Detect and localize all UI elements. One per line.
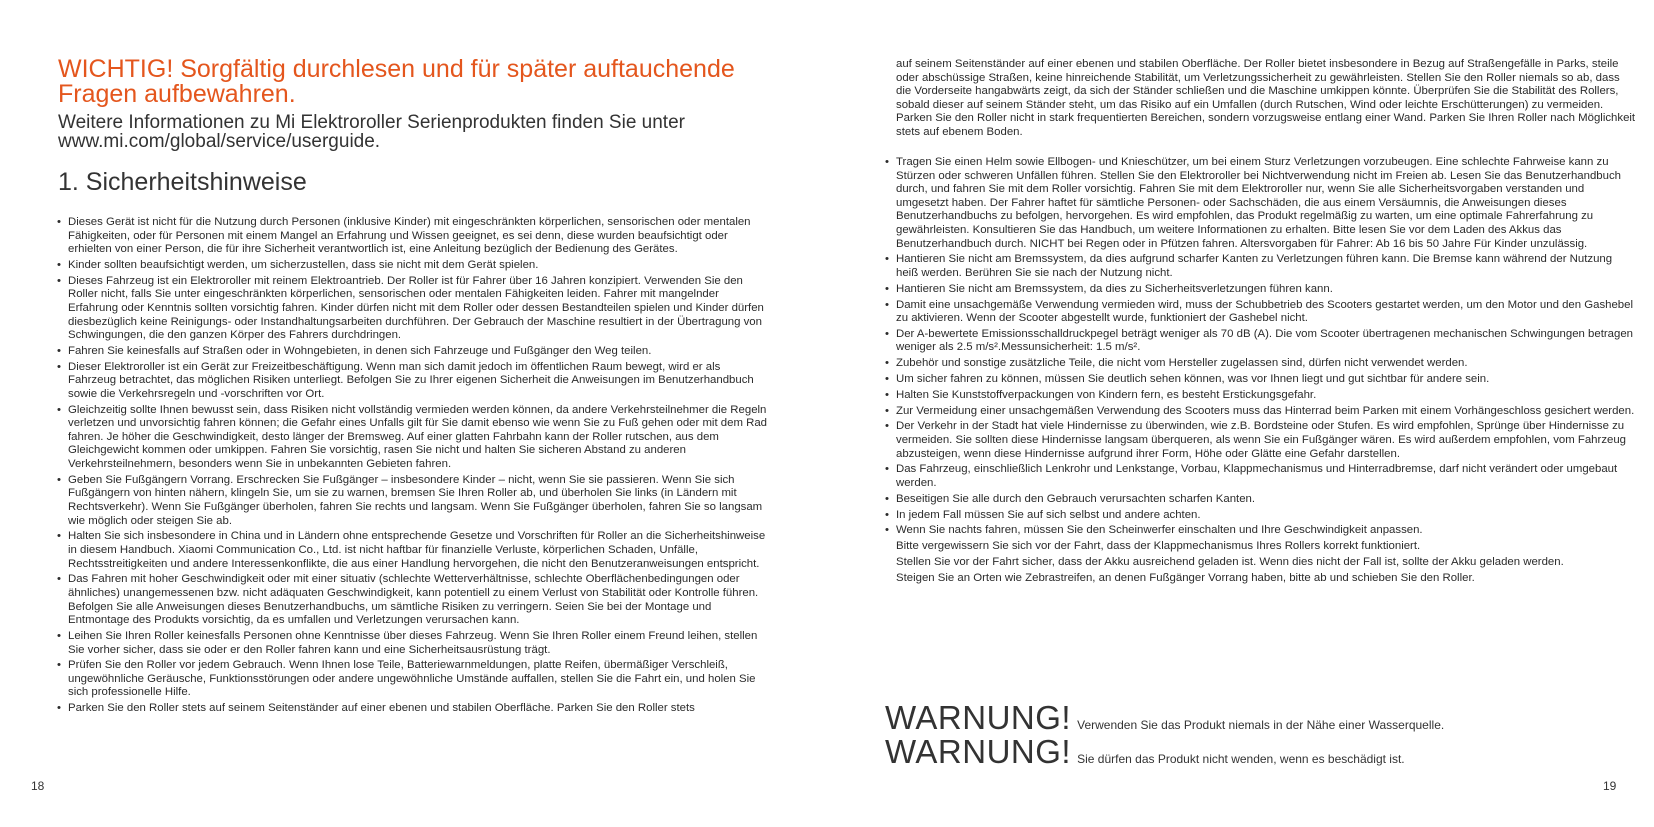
list-item: • Leihen Sie Ihren Roller keinesfalls Personen ohne Kenntnisse über dieses Fahrzeug. Wenn Sie Ihren Roller einem Freund leihen, stellen Sie vorher sicher, dass sie oder er den Roller fahren kann und eine Sicherheitsausrüstung trägt. xyxy=(57,630,769,657)
info-line: Weitere Informationen zu Mi Elektroroller Serienprodukten finden Sie unter www.mi.com/global/service/userguide. xyxy=(58,112,685,152)
list-item: • Hantieren Sie nicht am Bremssystem, da dies aufgrund scharfer Kanten zu Verletzungen führen kann. Die Bremse kann während der Nutzung heiß werden. Berühren Sie sie nach der Nutzung nicht. xyxy=(885,253,1637,280)
safety-list-left xyxy=(57,216,769,718)
continued-paragraph: auf seinem Seitenständer auf einer ebenen und stabilen Oberfläche. Der Roller bietet insbesondere in Bezug auf Straßengefälle in Parks, steile oder abschüssige Straßen, keine hinreichende Stabilität, um Verletzungssicherheit zu gewährleisten. Stellen Sie den Roller niemals so ab, dass die Vorderseite hangabwärts zeigt, da sich der Ständer schließen und die Maschine umkippen könnte. Überprüfen Sie die Stabilität des Rollers, sobald dieser auf seinem Ständer steht, um das Risiko auf ein Umfallen (durch Rutschen, Wind oder leichte Erschütterungen) zu vermeiden. Parken Sie den Roller nicht in stark frequentierten Bereichen, sondern vorzugsweise entlang einer Wand. Parken Sie Ihren Roller nach Möglichkeit stets auf ebenem Boden. xyxy=(896,58,1636,138)
warnings-block xyxy=(885,701,1625,769)
list-item: • Geben Sie Fußgängern Vorrang. Erschrecken Sie Fußgänger – insbesondere Kinder – nicht, wenn Sie sie passieren. Wenn Sie sich Fußgängern von hinten nähern, klingeln Sie, um sie zu warnen, bremsen Sie Ihren Roller ab, und überholen Sie links (in Ländern mit Rechtsverkehr). Wenn Sie Fußgänger überholen, fahren Sie rechts und langsam. Wenn Sie Fußgänger überholen, fahren Sie so langsam wie möglich oder steigen Sie ab. xyxy=(57,474,769,528)
right-page xyxy=(827,0,1654,827)
list-item: • Dieser Elektroroller ist ein Gerät zur Freizeitbeschäftigung. Wenn man sich damit jedoch im öffentlichen Raum bewegt, wird er als Fahrzeug betrachtet, das möglichen Risiken unterliegt. Befolgen Sie zu Ihrer eigenen Sicherheit die Anweisungen im Benutzerhandbuch sowie die Verkehrsregeln und -vorschriften vor Ort. xyxy=(57,361,769,402)
list-item: • Beseitigen Sie alle durch den Gebrauch verursachten scharfen Kanten. xyxy=(885,493,1637,507)
list-item: • Der Verkehr in der Stadt hat viele Hindernisse zu überwinden, wie z.B. Bordsteine oder Stufen. Es wird empfohlen, Sprünge über Hindernisse zu vermeiden. Sie sollten diese Hindernisse langsam überqueren, als wenn Sie ein Fußgänger wären. Es wird außerdem empfohlen, vom Fahrzeug abzusteigen, wenn diese Hindernisse aufgrund ihrer Form, Höhe oder Glätte eine Gefahr darstellen. xyxy=(885,420,1637,461)
list-item: • Gleichzeitig sollte Ihnen bewusst sein, dass Risiken nicht vollständig vermieden werden können, da andere Verkehrsteilnehmer die Regeln verletzen und unvorsichtig fahren können; die Gefahr eines Unfalls gilt für Sie damit ebenso wie wenn Sie zu Fuß gehen oder mit dem Rad fahren. Je höher die Geschwindigkeit, desto länger der Bremsweg. Auf einer glatten Fahrbahn kann der Roller rutschen, aus dem Gleichgewicht kommen oder umkippen. Fahren Sie vorsichtig, rasen Sie nicht und halten Sie sicheren Abstand zu anderen Verkehrsteilnehmern, besonders wenn Sie in unbekannten Gebieten fahren. xyxy=(57,404,769,472)
list-item: • Der A-bewertete Emissionsschalldruckpegel beträgt weniger als 70 dB (A). Die vom Scooter übertragenen mechanischen Schwingungen betragen weniger als 2.5 m/s².Messunsicherheit: 1.5 m/s². xyxy=(885,328,1637,355)
warning-label: WARNUNG! xyxy=(885,699,1072,736)
list-item: • Um sicher fahren zu können, müssen Sie deutlich sehen können, was vor Ihnen liegt und gut sichtbar für andere sein. xyxy=(885,373,1637,387)
list-item: • Tragen Sie einen Helm sowie Ellbogen- und Knieschützer, um bei einem Sturz Verletzungen vorzubeugen. Eine schlechte Fahrweise kann zu Stürzen oder schweren Unfällen führen. Stellen Sie den Elektroroller bei Nichtverwendung nicht im Freien ab. Lesen Sie das Benutzerhandbuch durch, und fahren Sie mit dem Roller vorsichtig. Fahren Sie mit dem Elektroroller nur, wenn Sie alle Sicherheitsvorgaben verstanden und umgesetzt haben. Der Fahrer haftet für sämtliche Personen- oder Sachschäden, die aus einem Versäumnis, die Anweisungen dieses Benutzerhandbuchs zu befolgen, hervorgehen. Es wird empfohlen, das Produkt regelmäßig zu warten, um eine optimale Fahrerfahrung zu gewährleisten. Konsultieren Sie das Handbuch, um weitere Informationen zu erhalten. Bitte lesen Sie vor dem Laden des Akkus das Benutzerhandbuch durch. NICHT bei Regen oder in Pfützen fahren. Altersvorgaben für Fahrer: Ab 16 bis 50 Jahre Für Kinder unzulässig. xyxy=(885,156,1637,251)
list-item: • Zur Vermeidung einer unsachgemäßen Verwendung des Scooters muss das Hinterrad beim Parken mit einem Vorhängeschloss gesichert werden. xyxy=(885,405,1637,419)
list-item: • Kinder sollten beaufsichtigt werden, um sicherzustellen, dass sie nicht mit dem Gerät spielen. xyxy=(57,259,769,273)
list-item: • Prüfen Sie den Roller vor jedem Gebrauch. Wenn Ihnen lose Teile, Batteriewarnmeldungen, platte Reifen, übermäßiger Verschleiß, ungewöhnliche Geräusche, Funktionsstörungen oder andere ungewöhnliche Umstände auffallen, stellen Sie die Fahrt ein, und holen Sie sich professionelle Hilfe. xyxy=(57,659,769,700)
extra-line: Steigen Sie an Orten wie Zebrastreifen, an denen Fußgänger Vorrang haben, bitte ab und schieben Sie den Roller. xyxy=(896,571,1475,584)
list-item: • Halten Sie sich insbesondere in China und in Ländern ohne entsprechende Gesetze und Vorschriften für Roller an die Sicherheitshinweise in diesem Handbuch. Xiaomi Communication Co., Ltd. ist nicht haftbar für finanzielle Verluste, körperlichen Schaden, Unfälle, Rechtsstreitigkeiten und andere Interessenkonflikte, die aus einer Handlung hervorgehen, die nicht den Benutzeranweisungen entspricht. xyxy=(57,530,769,571)
warning-label: WARNUNG! xyxy=(885,733,1072,770)
warning-text: Verwenden Sie das Produkt niemals in der Nähe einer Wasserquelle. xyxy=(1077,718,1445,732)
page-number: 19 xyxy=(1603,779,1617,793)
warning-text: Sie dürfen das Produkt nicht wenden, wenn es beschädigt ist. xyxy=(1077,752,1405,766)
section-title: 1. Sicherheitshinweise xyxy=(58,168,307,196)
list-item: • Wenn Sie nachts fahren, müssen Sie den Scheinwerfer einschalten und Ihre Geschwindigkeit anpassen. xyxy=(885,524,1637,538)
list-item: • Dieses Fahrzeug ist ein Elektroroller mit reinem Elektroantrieb. Der Roller ist für Fahrer über 16 Jahren konzipiert. Verwenden Sie den Roller nicht, falls Sie unter eingeschränkten körperlichen, sensorischen oder mentalen Fähigkeiten leiden. Fahrer mit mangelnder Erfahrung oder Kenntnis sollten vorsichtig fahren. Kinder dürfen nicht mit dem Roller oder dessen Bestandteilen spielen und Kinder dürfen diesbezüglich keine Reinigungs- oder Instandhaltungsarbeiten durchführen. Der Gebrauch der Maschine resultiert in der Übertragung von Schwingungen, die den ganzen Körper des Fahrers durchdringen. xyxy=(57,275,769,343)
extra-line: Stellen Sie vor der Fahrt sicher, dass der Akku ausreichend geladen ist. Wenn dies nicht der Fall ist, sollte der Akku geladen werden. xyxy=(896,555,1564,568)
list-item: • Fahren Sie keinesfalls auf Straßen oder in Wohngebieten, in denen sich Fahrzeuge und Fußgänger den Weg teilen. xyxy=(57,345,769,359)
list-item: • Parken Sie den Roller stets auf seinem Seitenständer auf einer ebenen und stabilen Oberfläche. Parken Sie den Roller stets xyxy=(57,702,769,716)
warning-line xyxy=(885,735,1625,769)
list-item: • In jedem Fall müssen Sie auf sich selbst und andere achten. xyxy=(885,509,1637,523)
list-item: • Damit eine unsachgemäße Verwendung vermieden wird, muss der Schubbetrieb des Scooters gestartet werden, um den Motor und den Gashebel zu aktivieren. Wenn der Scooter abgestellt wurde, funktioniert der Gashebel nicht. xyxy=(885,299,1637,326)
list-item: • Hantieren Sie nicht am Bremssystem, da dies zu Sicherheitsverletzungen führen kann. xyxy=(885,283,1637,297)
list-item: • Halten Sie Kunststoffverpackungen von Kindern fern, es besteht Erstickungsgefahr. xyxy=(885,389,1637,403)
warning-line xyxy=(885,701,1625,735)
extra-line: Bitte vergewissern Sie sich vor der Fahrt, dass der Klappmechanismus Ihres Rollers korrekt funktioniert. xyxy=(896,540,1421,553)
list-item: • Das Fahrzeug, einschließlich Lenkrohr und Lenkstange, Vorbau, Klappmechanismus und Hinterradbremse, darf nicht verändert oder umgebaut werden. xyxy=(885,463,1637,490)
list-item: • Das Fahren mit hoher Geschwindigkeit oder mit einer situativ (schlechte Wetterverhältnisse, schlechte Oberflächenbedingungen oder ähnliches) unangemessenen bzw. nicht adäquaten Geschwindigkeit, kann potentiell zu einem Verlust von Stabilität oder Kontrolle führen. Befolgen Sie alle Anweisungen dieses Benutzerhandbuchs, um sämtliche Risiken zu verringern. Seien Sie bei der Montage und Entmontage des Produkts vorsichtig, da es umfallen und Verletzungen verursachen kann. xyxy=(57,573,769,627)
safety-list-right xyxy=(885,156,1637,587)
important-warning-title: WICHTIG! Sorgfältig durchlesen und für später auftauchende Fragen aufbewahren. xyxy=(58,55,735,108)
list-item: • Zubehör und sonstige zusätzliche Teile, die nicht vom Hersteller zugelassen sind, dürfen nicht verwendet werden. xyxy=(885,357,1637,371)
list-item: • Dieses Gerät ist nicht für die Nutzung durch Personen (inklusive Kinder) mit eingeschränkten körperlichen, sensorischen oder mentalen Fähigkeiten, oder für Personen mit einem Mangel an Erfahrung und Wissen geeignet, es sei denn, diese wurden beaufsichtigt oder erhielten von einer Person, die für ihre Sicherheit verantwortlich ist, eine Anleitung bezüglich der Bedienung des Gerätes. xyxy=(57,216,769,257)
page-number: 18 xyxy=(31,779,45,793)
